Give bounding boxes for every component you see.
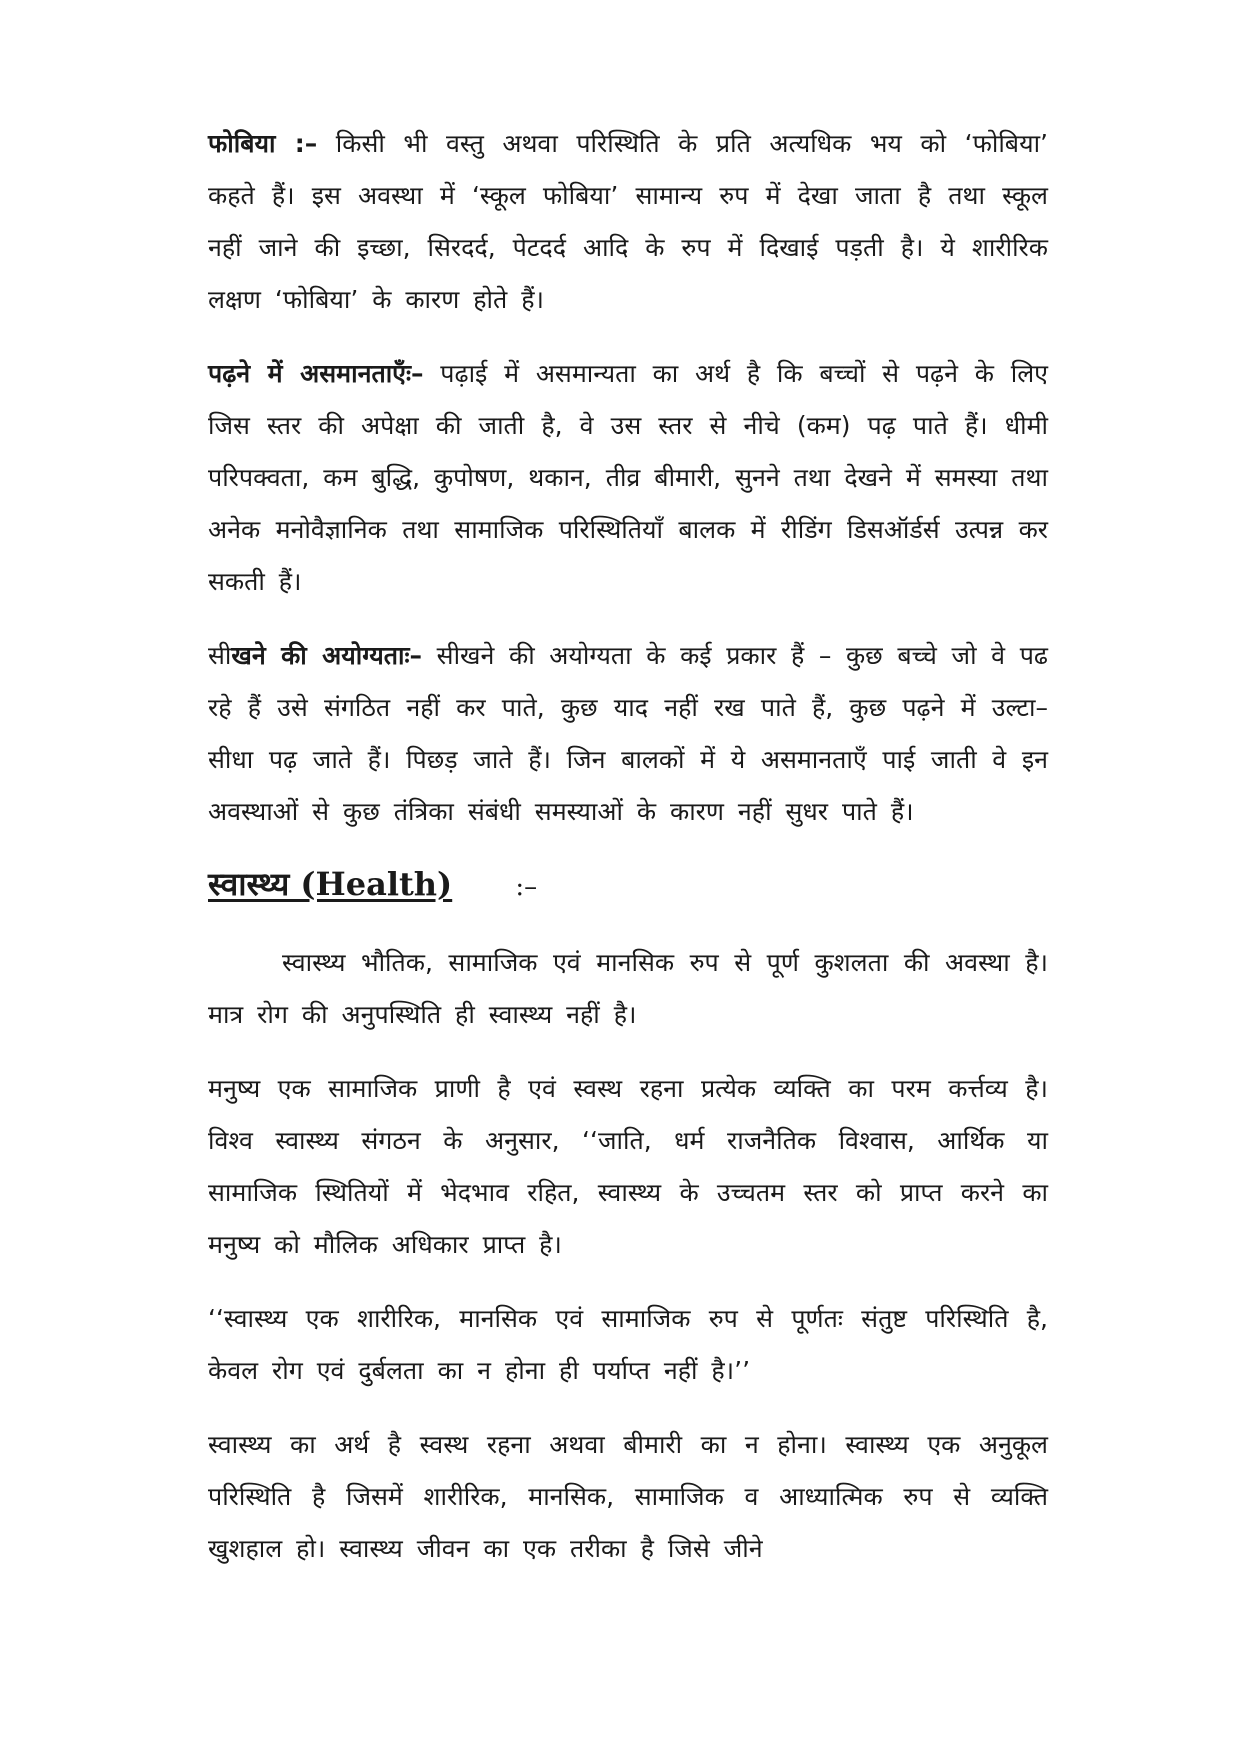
health-heading xyxy=(208,864,1048,907)
health-quote-paragraph: ‘‘स्वास्थ्य एक शारीरिक, मानसिक एवं सामाजिक रुप से पूर्णतः संतुष्ट परिस्थिति है, केवल रोग एवं दुर्बलता का न होना ही पर्याप्त नहीं है।’’ xyxy=(208,1304,1048,1385)
phobia-term: फोबिया :– xyxy=(208,129,318,158)
phobia-paragraph xyxy=(208,118,1048,326)
learning-disability-text: सीखने की अयोग्यता के कई प्रकार हैं – कुछ बच्चे जो वे पढ रहे हैं उसे संगठित नहीं कर पाते, कुछ याद नहीं रख पाते हैं, कुछ पढ़ने में उल्टा–सीधा पढ़ जाते हैं। पिछड़ जाते हैं। जिन बालकों में ये असमानताएँ पाई जाती वे इन अवस्थाओं से कुछ तंत्रिका संबंधी समस्याओं के कारण नहीं सुधर पाते हैं। xyxy=(208,641,1048,826)
reading-disparity-term: पढ़ने में असमानताएँः– xyxy=(208,359,424,388)
health-meaning-paragraph: स्वास्थ्य का अर्थ है स्वस्थ रहना अथवा बीमारी का न होना। स्वास्थ्य एक अनुकूल परिस्थिति है जिसमें शारीरिक, मानसिक, सामाजिक व आध्यात्मिक रुप से व्यक्ति खुशहाल हो। स्वास्थ्य जीवन का एक तरीका है जिसे जीने xyxy=(208,1430,1048,1563)
learning-disability-paragraph xyxy=(208,630,1048,838)
health-heading-title: स्वास्थ्य (Health) xyxy=(208,865,453,903)
health-definition-paragraph: स्वास्थ्य भौतिक, सामाजिक एवं मानसिक रुप से पूर्ण कुशलता की अवस्था है। मात्र रोग की अनुपस्थिति ही स्वास्थ्य नहीं है। xyxy=(208,948,1048,1029)
health-heading-separator: :– xyxy=(515,872,538,902)
learning-disability-term-prefix: सी xyxy=(208,641,232,670)
learning-disability-term: खने की अयोग्यताः– xyxy=(231,641,423,670)
who-paragraph: मनुष्य एक सामाजिक प्राणी है एवं स्वस्थ रहना प्रत्येक व्यक्ति का परम कर्त्तव्य है। विश्व स्वास्थ्य संगठन के अनुसार, ‘‘जाति, धर्म राजनैतिक विश्वास, आर्थिक या सामाजिक स्थितियों में भेदभाव रहित, स्वास्थ्य के उच्चतम स्तर को प्राप्त करने का मनुष्य को मौलिक अधिकार प्राप्त है। xyxy=(208,1074,1048,1259)
reading-disparity-text: पढ़ाई में असमान्यता का अर्थ है कि बच्चों से पढ़ने के लिए जिस स्तर की अपेक्षा की जाती है, वे उस स्तर से नीचे (कम) पढ़ पाते हैं। धीमी परिपक्वता, कम बुद्धि, कुपोषण, थकान, तीव्र बीमारी, सुनने तथा देखने में समस्या तथा अनेक मनोवैज्ञानिक तथा सामाजिक परिस्थितियाँ बालक में रीडिंग डिसऑर्डर्स उत्पन्न कर सकती हैं। xyxy=(208,359,1048,596)
phobia-text: किसी भी वस्तु अथवा परिस्थिति के प्रति अत्यधिक भय को ‘फोबिया’ कहते हैं। इस अवस्था में ‘स्कूल फोबिया’ सामान्य रुप में देखा जाता है तथा स्कूल नहीं जाने की इच्छा, सिरदर्द, पेटदर्द आदि के रुप में दिखाई पड़ती है। ये शारीरिक लक्षण ‘फोबिया’ के कारण होते हैं। xyxy=(208,129,1048,314)
document-page xyxy=(208,118,1048,1597)
reading-disparity-paragraph xyxy=(208,348,1048,608)
